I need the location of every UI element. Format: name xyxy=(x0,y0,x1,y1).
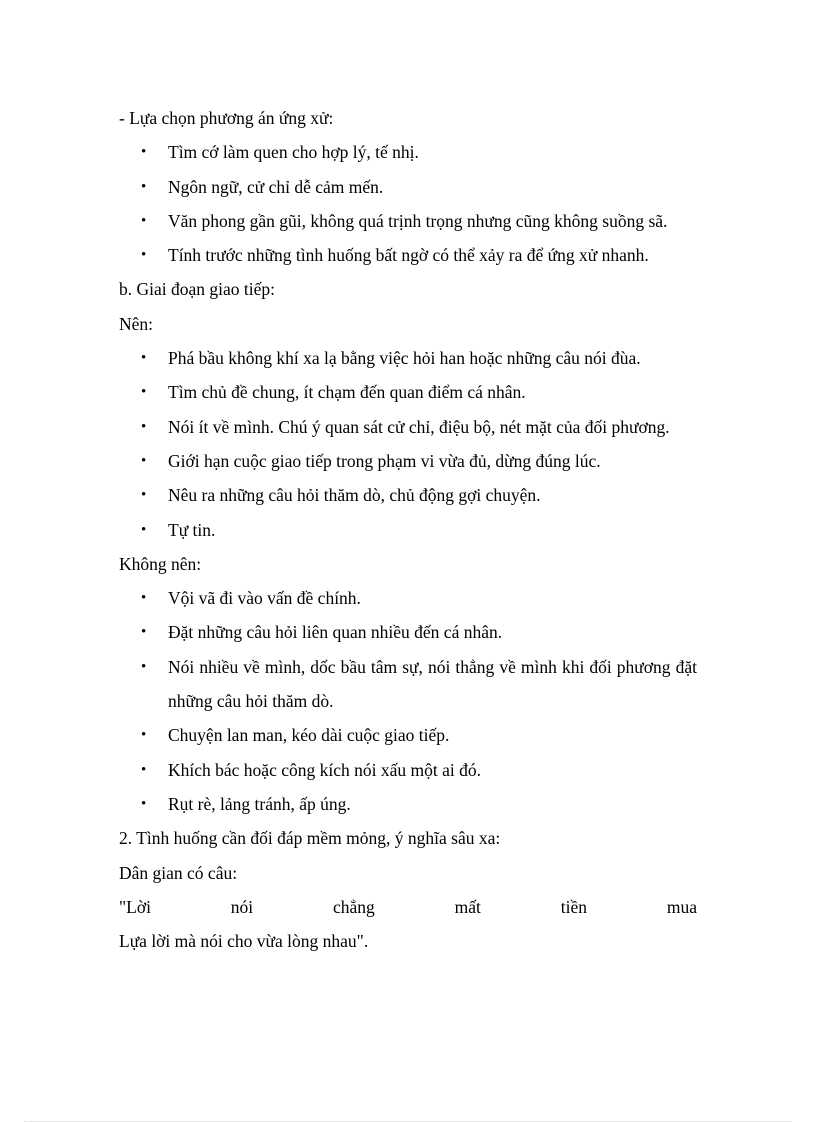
proverb-word: chẳng xyxy=(333,896,375,917)
list-item: • Tìm cớ làm quen cho hợp lý, tế nhị. xyxy=(119,135,697,169)
section-2-heading: 2. Tình huống cần đối đáp mềm mỏng, ý nghĩa sâu xa: xyxy=(119,828,501,849)
proverb-word: tiền xyxy=(560,896,587,917)
should-not-list xyxy=(119,581,697,821)
choice-list xyxy=(119,135,697,272)
document-page xyxy=(119,101,697,958)
list-item: • Đặt những câu hỏi liên quan nhiều đến cá nhân. xyxy=(119,615,697,649)
list-item: • Văn phong gần gũi, không quá trịnh trọng nhưng cũng không suồng sã. xyxy=(119,204,697,238)
choice-heading: - Lựa chọn phương án ứng xử: xyxy=(119,108,334,128)
should-label: Nên: xyxy=(119,313,154,334)
list-item: • Ngôn ngữ, cử chỉ dễ cảm mến. xyxy=(119,170,697,204)
list-item: • Chuyện lan man, kéo dài cuộc giao tiếp. xyxy=(119,718,697,752)
list-item: • Tính trước những tình huống bất ngờ có thể xảy ra để ứng xử nhanh. xyxy=(119,238,697,272)
page-bottom-rule xyxy=(24,1121,792,1122)
proverb-word: nói xyxy=(230,896,254,917)
proverb-word: mua xyxy=(666,896,697,917)
proverb-line-2: Lựa lời mà nói cho vừa lòng nhau". xyxy=(119,931,369,952)
list-item: • Tìm chủ đề chung, ít chạm đến quan điểm cá nhân. xyxy=(119,375,697,409)
list-item: • Giới hạn cuộc giao tiếp trong phạm vi vừa đủ, dừng đúng lúc. xyxy=(119,444,697,478)
list-item: • Rụt rè, lảng tránh, ấp úng. xyxy=(119,787,697,821)
should-list xyxy=(119,341,697,547)
proverb-intro: Dân gian có câu: xyxy=(119,862,238,883)
list-item: • Phá bầu không khí xa lạ bằng việc hỏi han hoặc những câu nói đùa. xyxy=(119,341,697,375)
list-item: • Tự tin. xyxy=(119,513,697,547)
list-item: • Nói nhiều về mình, dốc bầu tâm sự, nói thẳng về mình khi đối phương đặt những câu hỏi thăm dò. xyxy=(119,650,697,719)
section-b-heading: b. Giai đoạn giao tiếp: xyxy=(119,279,276,300)
list-item: • Khích bác hoặc công kích nói xấu một ai đó. xyxy=(119,753,697,787)
should-not-label: Không nên: xyxy=(119,553,202,574)
list-item: • Vội vã đi vào vấn đề chính. xyxy=(119,581,697,615)
proverb-word: "Lời xyxy=(119,896,151,917)
proverb-line-1 xyxy=(119,890,697,924)
proverb-word: mất xyxy=(454,896,481,917)
list-item: • Nêu ra những câu hỏi thăm dò, chủ động gợi chuyện. xyxy=(119,478,697,512)
list-item: • Nói ít về mình. Chú ý quan sát cử chỉ, điệu bộ, nét mặt của đối phương. xyxy=(119,410,697,444)
